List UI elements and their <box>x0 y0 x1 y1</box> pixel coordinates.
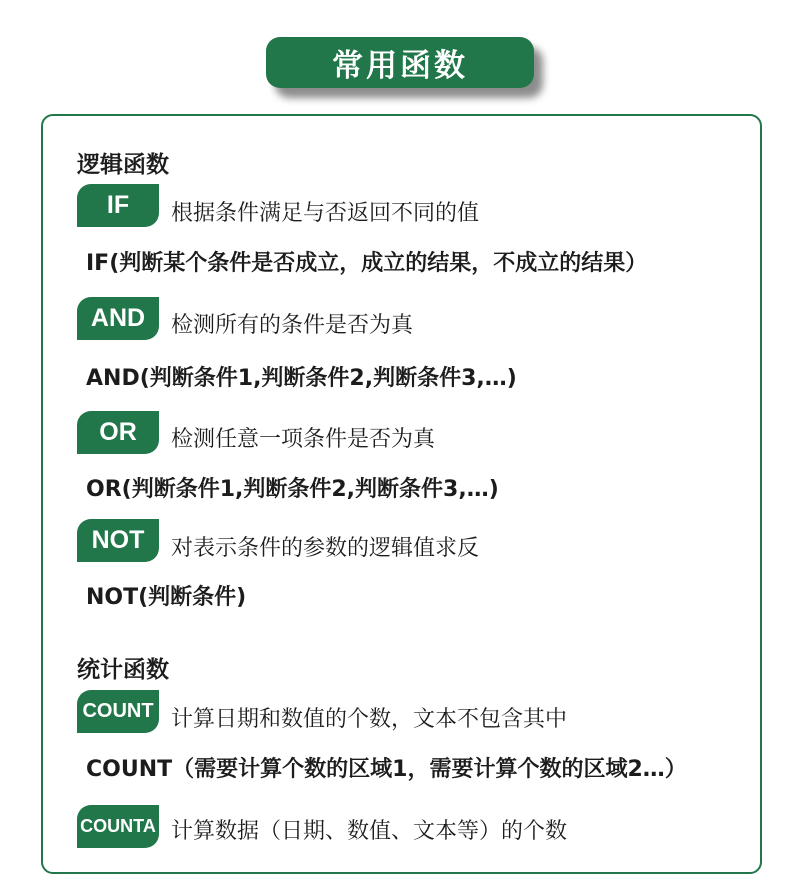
section-title-logic: 逻辑函数 <box>77 152 169 178</box>
function-description-counta: 计算数据（日期、数值、文本等）的个数 <box>171 819 568 844</box>
section-title-statistics: 统计函数 <box>77 657 169 683</box>
function-syntax-or: OR(判断条件1,判断条件2,判断条件3,…) <box>86 477 499 502</box>
function-badge-not: NOT <box>77 519 159 562</box>
function-badge-and: AND <box>77 297 159 340</box>
function-syntax-and: AND(判断条件1,判断条件2,判断条件3,…) <box>86 366 517 391</box>
function-badge-or: OR <box>77 411 159 454</box>
function-description-not: 对表示条件的参数的逻辑值求反 <box>171 536 480 561</box>
function-description-or: 检测任意一项条件是否为真 <box>171 427 436 452</box>
function-syntax-not: NOT(判断条件) <box>86 585 247 610</box>
function-syntax-if: IF(判断某个条件是否成立，成立的结果，不成立的结果） <box>86 251 648 276</box>
function-syntax-count: COUNT（需要计算个数的区域1，需要计算个数的区域2…） <box>86 757 687 782</box>
function-badge-counta: COUNTA <box>77 805 159 848</box>
function-badge-count: COUNT <box>77 690 159 733</box>
function-description-count: 计算日期和数值的个数，文本不包含其中 <box>171 707 568 732</box>
function-description-if: 根据条件满足与否返回不同的值 <box>171 201 480 226</box>
function-badge-if: IF <box>77 184 159 227</box>
page-title: 常用函数 <box>266 37 534 88</box>
function-description-and: 检测所有的条件是否为真 <box>171 313 414 338</box>
